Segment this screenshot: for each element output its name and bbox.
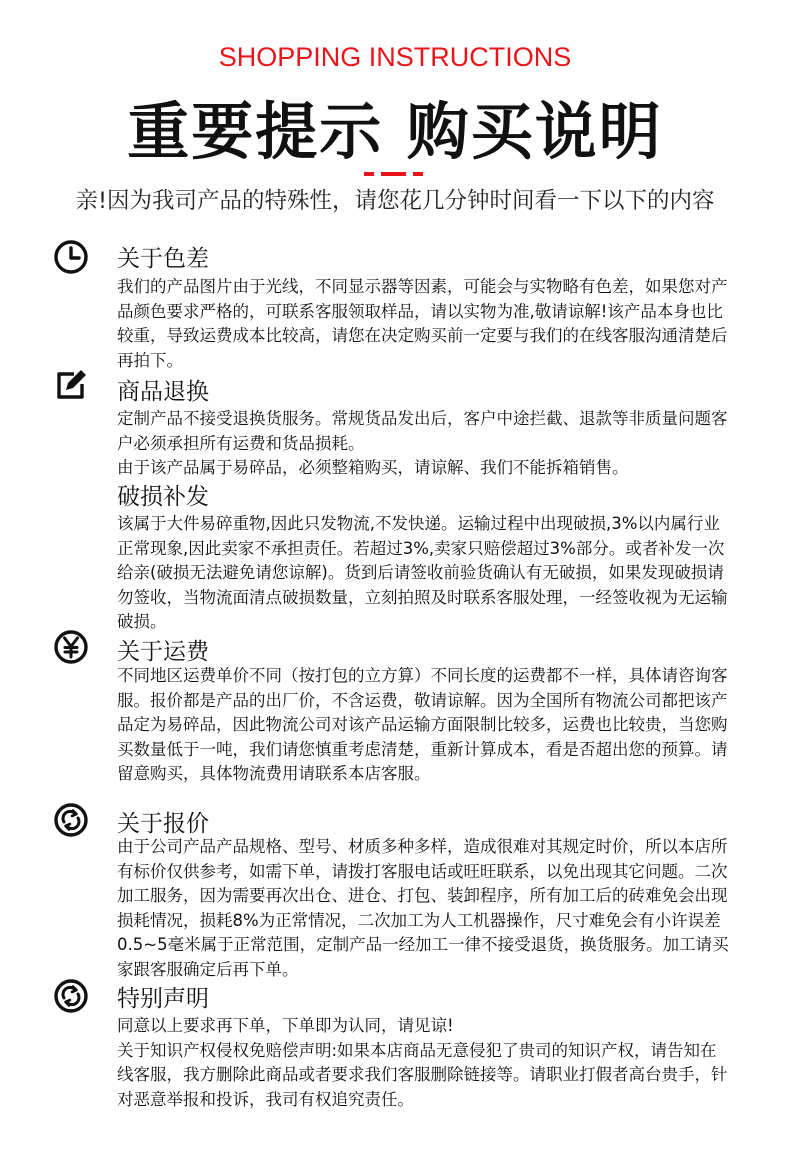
title-divider [413, 172, 423, 176]
section-body [117, 407, 729, 481]
paragraph: 该属于大件易碎重物,因此只发物流,不发快递。运输过程中出现破损,3%以内属行业正常现象,因此卖家不承担责任。若超过3%,卖家只赔偿超过3%部分。或者补发一次给亲(破损无法避免请您谅解)。货到后请签收前验货确认有无破损，如果发现破损请勿签收，当物流面清点破损数量，立刻拍照及时联系客服处理，一经签收视为无运输破损。 [117, 514, 728, 631]
clock-icon [52, 238, 90, 276]
refresh-icon [52, 801, 90, 839]
section-title: 特别声明 [117, 986, 209, 1012]
paragraph: 关于知识产权侵权免赔偿声明:如果本店商品无意侵犯了贵司的知识产权，请告知在线客服，我方删除此商品或者要求我们客服删除链接等。请职业打假者高台贵手，针对恶意举报和投诉，我司有权追究责任。 [117, 1040, 728, 1109]
eyebrow-title: SHOPPING INSTRUCTIONS [218, 42, 572, 72]
paragraph: 同意以上要求再下单，下单即为认同，请见谅! [117, 1016, 454, 1035]
paragraph: 不同地区运费单价不同（按打包的立方算）不同长度的运费都不一样，具体请咨询客服。报价都是产品的出厂价，不含运费，敬请谅解。因为全国所有物流公司都把该产品定为易碎品，因此物流公司对该产品运输方面限制比较多，运费也比较贵，当您购买数量低于一吨，我们请您慎重考虑清楚，重新计算成本，看是否超出您的预算。请留意购买，具体物流费用请联系本店客服。 [117, 666, 728, 783]
refresh-icon [52, 977, 90, 1015]
intro-text: 亲!因为我司产品的特殊性，请您花几分钟时间看一下以下的内容 [75, 188, 715, 214]
section-title: 关于运费 [117, 639, 209, 665]
paragraph: 由于该产品属于易碎品，必须整箱购买，请谅解、我们不能拆箱销售。 [117, 458, 629, 477]
yen-icon [52, 628, 90, 666]
paragraph: 由于公司产品产品规格、型号、材质多种多样，造成很难对其规定时价，所以本店所有标价仅供参考，如需下单，请拨打客服电话或旺旺联系，以免出现其它问题。二次加工服务，因为需要再次出仓、进仓、打包、装卸程序，所有加工后的砖难免会出现损耗情况，损耗8%为正常情况，二次加工为人工机器操作，尺寸难免会有小许误差0.5~5毫米属于正常范围，定制产品一经加工一律不接受退货，换货服务。加工请买家跟客服确定后再下单。 [117, 837, 729, 979]
page-title: 重要提示 购买说明 [127, 95, 663, 168]
section-body [117, 512, 729, 635]
title-divider [381, 172, 406, 176]
section-body [117, 275, 729, 373]
paragraph: 我们的产品图片由于光线，不同显示器等因素，可能会与实物略有色差，如果您对产品颜色要求严格的，可联系客服领取样品，请以实物为准,敬请谅解!该产品本身也比较重，导致运费成本比较高，请您在决定购买前一定要与我们的在线客服沟通清楚后再拍下。 [117, 277, 728, 370]
section-body [117, 1014, 729, 1112]
section-title: 商品退换 [117, 379, 209, 405]
paragraph: 定制产品不接受退换货服务。常规货品发出后，客户中途拦截、退款等非质量问题客户必须承担所有运费和货品损耗。 [117, 409, 728, 453]
section-title: 关于报价 [117, 811, 209, 837]
section-body [117, 664, 729, 787]
section-title: 关于色差 [117, 246, 209, 272]
section-body [117, 835, 729, 982]
title-divider [364, 172, 374, 176]
section-title: 破损补发 [117, 484, 209, 510]
edit-icon [52, 366, 90, 404]
